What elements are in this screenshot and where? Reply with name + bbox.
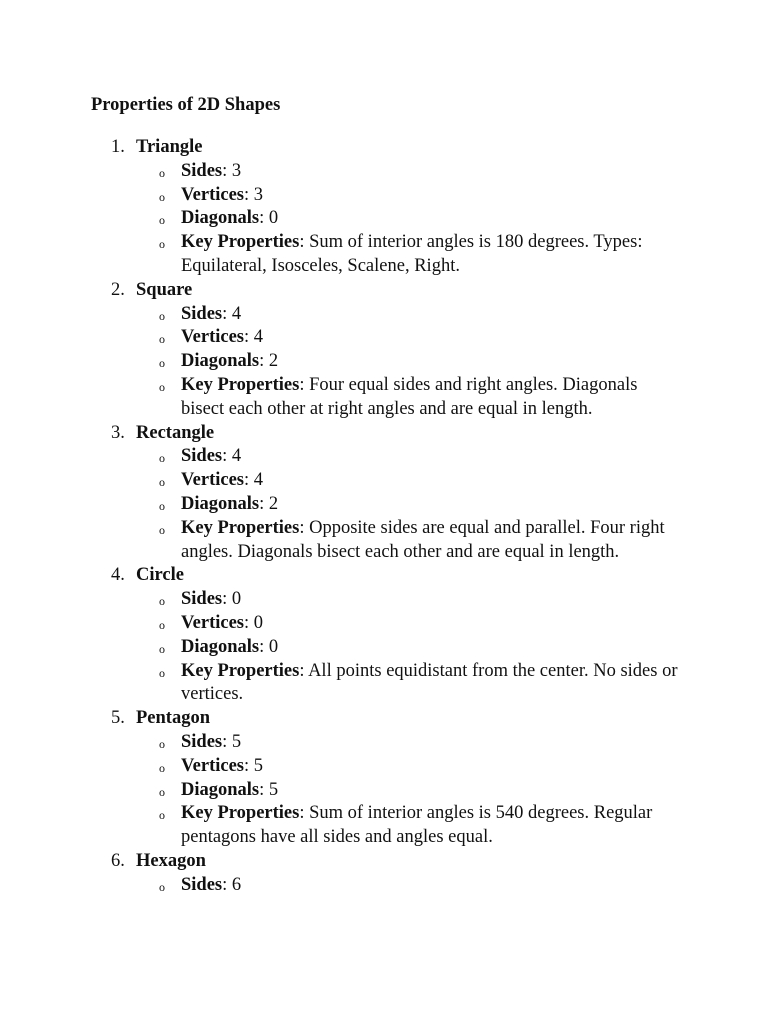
bullet-icon: o [159, 641, 165, 656]
property-value: : 5 [222, 731, 242, 752]
bullet-icon: o [159, 808, 165, 823]
property-item [159, 636, 681, 660]
property-value: : 3 [222, 160, 242, 181]
property-label: Key Properties [181, 517, 300, 538]
shape-name: Hexagon [136, 850, 206, 871]
property-value: : 4 [222, 446, 242, 467]
property-label: Key Properties [181, 232, 300, 253]
shape-name: Circle [136, 565, 184, 586]
property-item [159, 588, 681, 612]
property-item [159, 731, 681, 755]
shape-item [0, 850, 768, 898]
property-value: : 5 [244, 755, 264, 776]
shape-item [0, 136, 768, 279]
property-item [159, 374, 681, 422]
property-item [159, 660, 681, 708]
property-label: Diagonals [181, 208, 260, 229]
property-label: Sides [181, 589, 223, 610]
property-item [159, 469, 681, 493]
property-label: Diagonals [181, 636, 260, 657]
property-label: Diagonals [181, 493, 260, 514]
property-list [136, 160, 768, 279]
property-value: : 4 [244, 327, 264, 348]
bullet-icon: o [159, 308, 165, 323]
bullet-icon: o [159, 617, 165, 632]
property-value: : 5 [259, 779, 279, 800]
property-item [159, 184, 681, 208]
shape-name: Triangle [136, 137, 203, 157]
shape-name: Pentagon [136, 708, 210, 729]
property-item [159, 207, 681, 231]
property-value: : Sum of interior angles is 180 degrees. Types: Equilateral, Isosceles, Scalene, Right. [181, 232, 643, 276]
property-item [159, 517, 681, 565]
property-label: Vertices [181, 612, 245, 633]
property-value: : 0 [259, 636, 279, 657]
shape-item [0, 564, 768, 707]
shape-item [0, 422, 768, 565]
page-title: Properties of 2D Shapes [91, 95, 281, 115]
property-value: : 2 [259, 351, 279, 372]
bullet-icon: o [159, 237, 165, 252]
property-list [136, 731, 768, 850]
property-value: : 0 [222, 589, 242, 610]
property-list [136, 588, 768, 707]
property-item [159, 779, 681, 803]
bullet-icon: o [159, 594, 165, 609]
property-item [159, 445, 681, 469]
bullet-icon: o [159, 665, 165, 680]
shape-name: Square [136, 279, 193, 300]
property-label: Key Properties [181, 803, 300, 824]
property-item [159, 802, 681, 850]
bullet-icon: o [159, 736, 165, 751]
property-label: Sides [181, 446, 223, 467]
bullet-icon: o [159, 189, 165, 204]
property-value: : 6 [222, 874, 242, 895]
property-label: Sides [181, 874, 223, 895]
bullet-icon: o [159, 451, 165, 466]
property-label: Vertices [181, 755, 245, 776]
shape-item [0, 707, 768, 850]
property-list [136, 874, 768, 898]
property-item [159, 350, 681, 374]
bullet-icon: o [159, 475, 165, 490]
property-item [159, 231, 681, 279]
property-value: : 0 [259, 208, 279, 229]
property-list [136, 445, 768, 564]
bullet-icon: o [159, 498, 165, 513]
property-label: Diagonals [181, 351, 260, 372]
property-item [159, 755, 681, 779]
property-label: Key Properties [181, 374, 300, 395]
property-value: : 0 [244, 612, 264, 633]
property-label: Diagonals [181, 779, 260, 800]
property-label: Sides [181, 160, 223, 181]
bullet-icon: o [159, 356, 165, 371]
property-value: : All points equidistant from the center. No sides or vertices. [181, 660, 678, 705]
shape-number: 4. [111, 565, 125, 586]
shape-number: 2. [111, 279, 125, 300]
property-label: Key Properties [181, 660, 300, 681]
property-label: Vertices [181, 184, 245, 205]
property-label: Sides [181, 303, 223, 324]
shape-number: 3. [111, 422, 125, 443]
shape-name: Rectangle [136, 422, 215, 443]
bullet-icon: o [159, 784, 165, 799]
property-label: Sides [181, 731, 223, 752]
property-value: : 4 [244, 470, 264, 491]
shape-number: 1. [111, 137, 125, 157]
shape-number: 6. [111, 850, 125, 871]
property-item [159, 303, 681, 327]
property-item [159, 493, 681, 517]
property-item [159, 160, 681, 184]
shape-list [0, 136, 768, 898]
property-value: : Four equal sides and right angles. Diagonals bisect each other at right angles and are equal in length. [181, 374, 638, 419]
bullet-icon: o [159, 213, 165, 228]
bullet-icon: o [159, 379, 165, 394]
property-item [159, 326, 681, 350]
property-value: : Sum of interior angles is 540 degrees. Regular pentagons have all sides and angles equal. [181, 803, 653, 848]
property-label: Vertices [181, 327, 245, 348]
property-value: : 2 [259, 493, 279, 514]
shape-item [0, 279, 768, 422]
bullet-icon: o [159, 165, 165, 180]
bullet-icon: o [159, 760, 165, 775]
property-list [136, 303, 768, 422]
property-value: : 4 [222, 303, 242, 324]
property-item [159, 612, 681, 636]
property-value: : 3 [244, 184, 264, 205]
shape-number: 5. [111, 708, 125, 729]
bullet-icon: o [159, 332, 165, 347]
property-value: : Opposite sides are equal and parallel. Four right angles. Diagonals bisect each other and are equal in length. [181, 517, 665, 562]
bullet-icon: o [159, 522, 165, 537]
property-item [159, 874, 681, 898]
property-label: Vertices [181, 470, 245, 491]
bullet-icon: o [159, 879, 165, 894]
